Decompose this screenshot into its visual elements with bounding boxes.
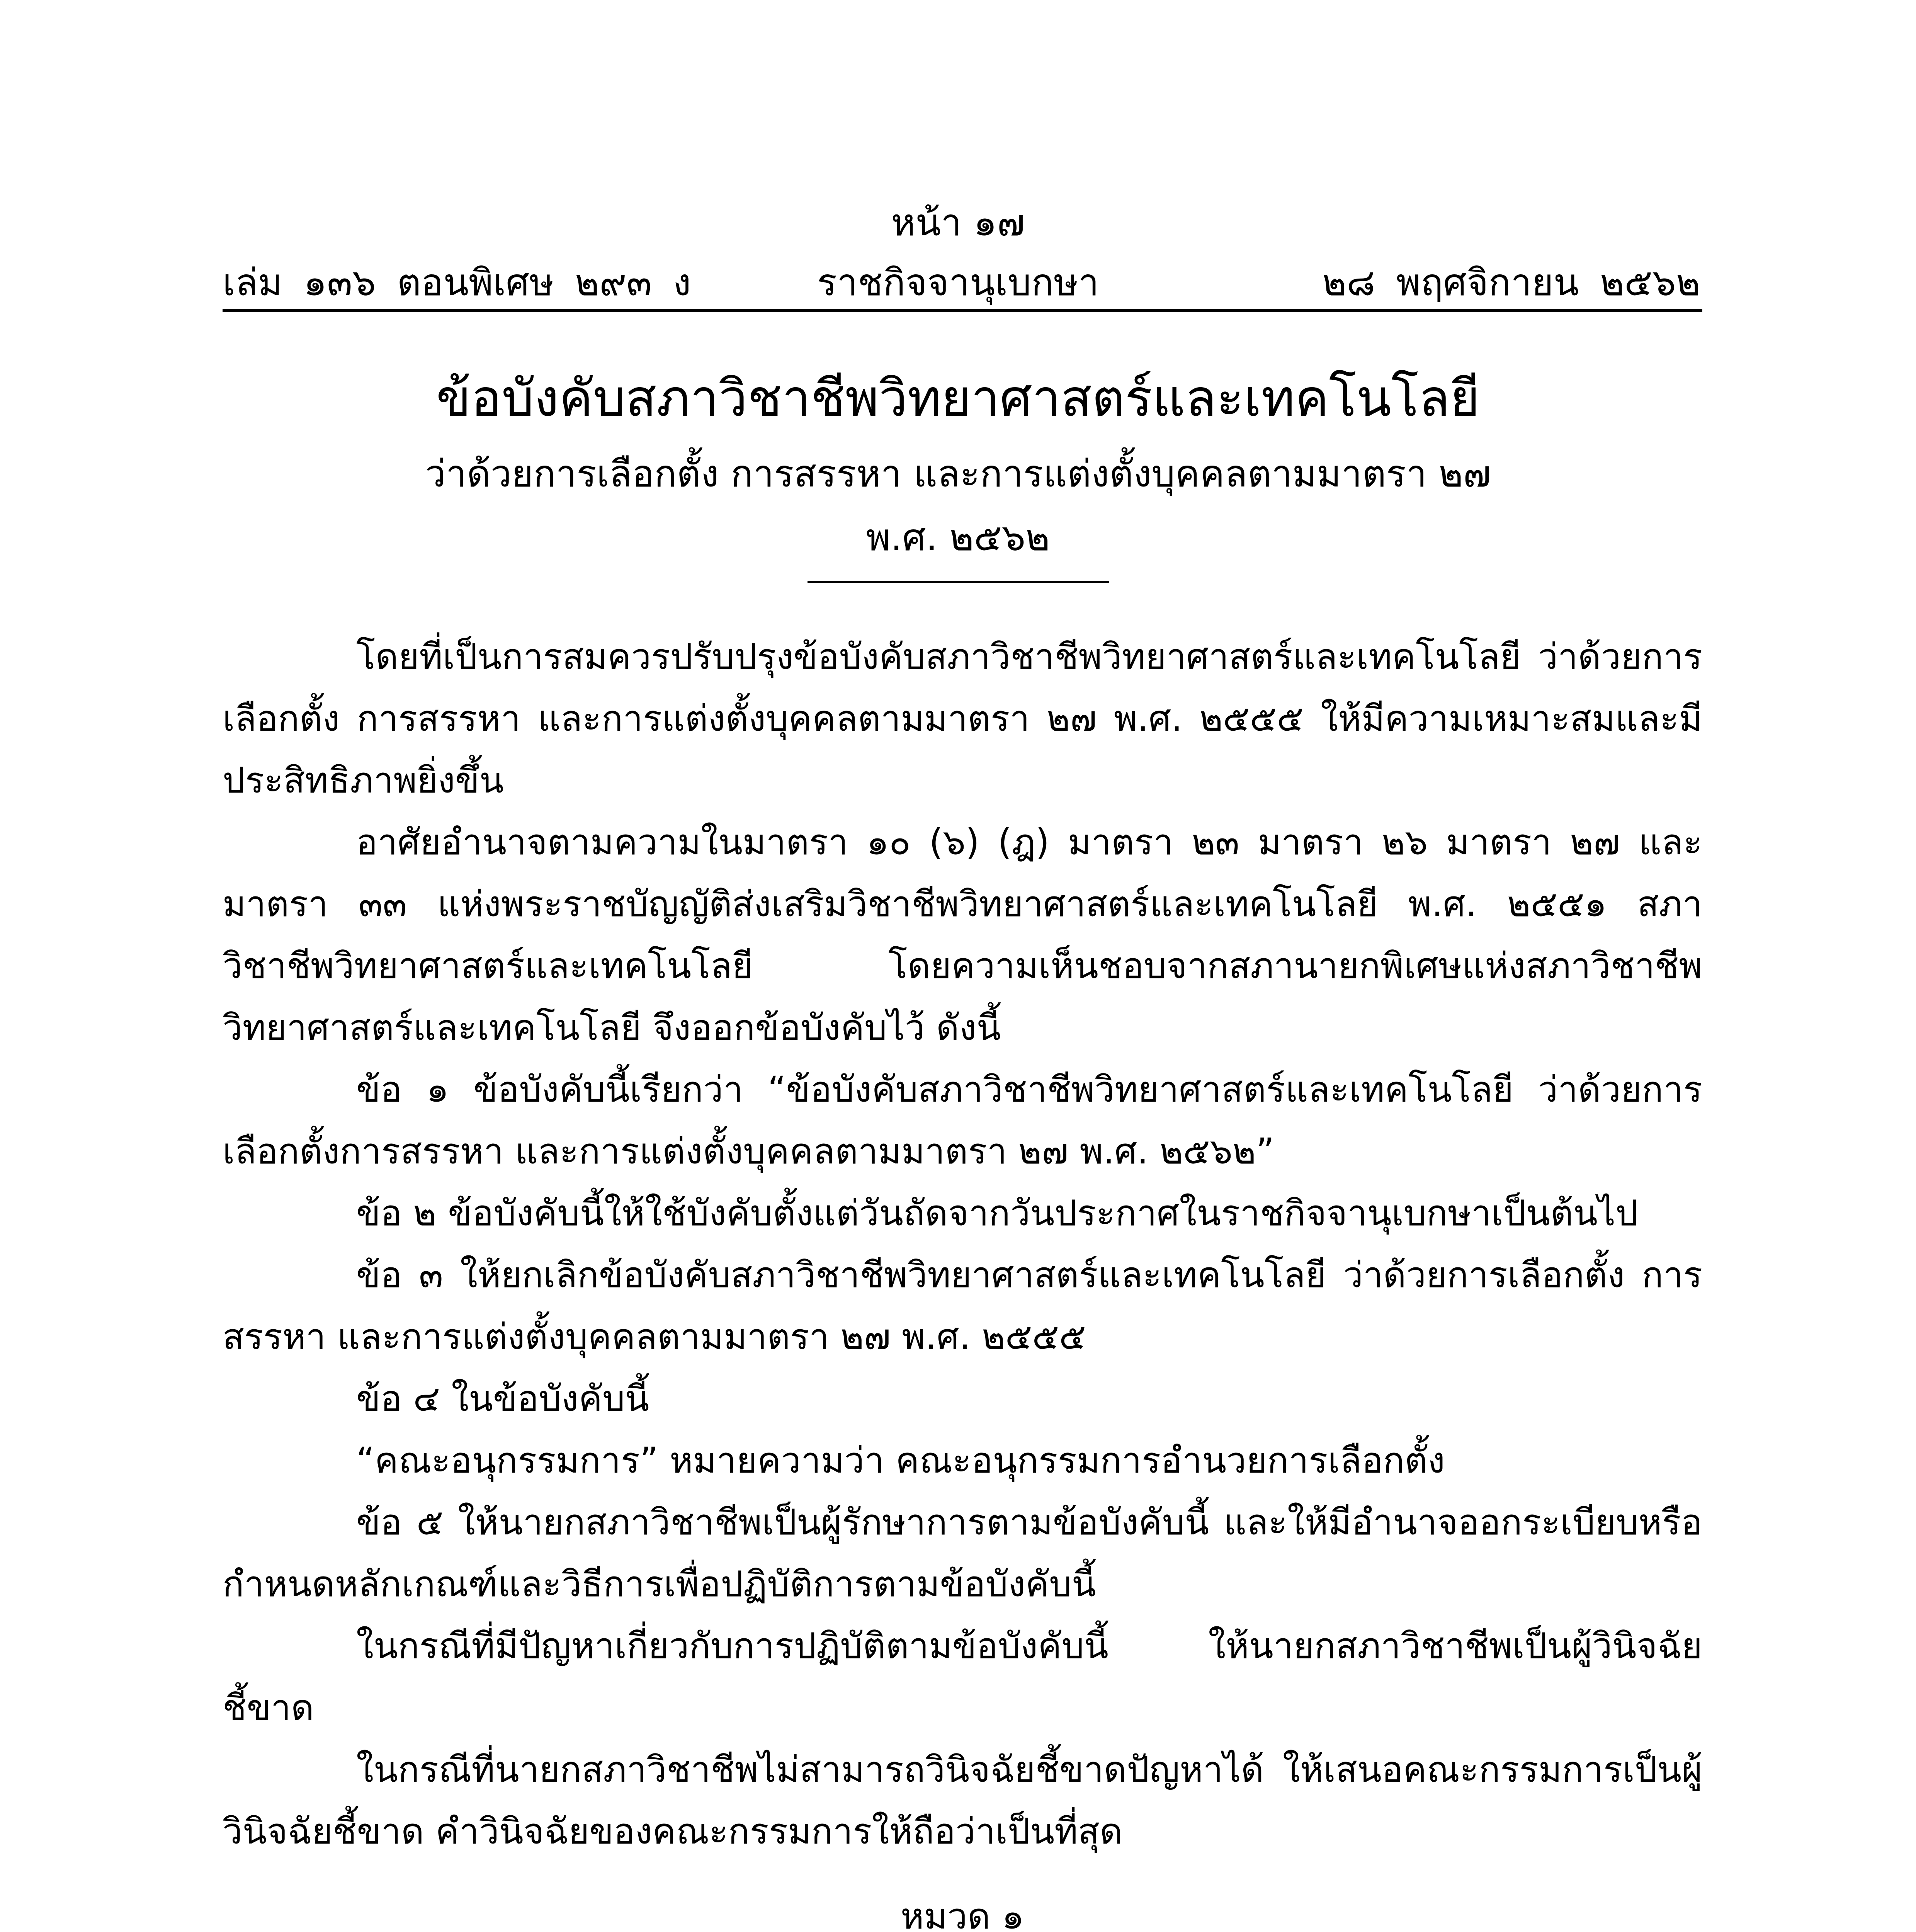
clause-5: ข้อ ๕ ให้นายกสภาวิชาชีพเป็นผู้รักษาการตามข้อบังคับนี้ และให้มีอำนาจออกระเบียบหรือกำหนดหลักเกณฑ์และวิธีการเพื่อปฏิบัติการตามข้อบังคับนี้ [223,1502,1702,1605]
preamble-paragraph: อาศัยอำนาจตามความในมาตรา ๑๐ (๖) (ฎ) มาตรา ๒๓ มาตรา ๒๖ มาตรา ๒๗ และมาตรา ๓๓ แห่งพระราชบัญญัติส่งเสริมวิชาชีพวิทยาศาสตร์และเทคโนโลยี พ.ศ. ๒๕๕๑ สภาวิชาชีพวิทยาศาสตร์และเทคโนโลยี โดยความเห็นชอบจากสภานายกพิเศษแห่งสภาวิชาชีพวิทยาศาสตร์และเทคโนโลยี จึงออกข้อบังคับไว้ ดังนี้ [223,821,1702,1048]
definition: “คณะอนุกรรมการ” หมายความว่า คณะอนุกรรมการอำนวยการเลือกตั้ง [356,1440,1445,1481]
volume-info: เล่ม ๑๓๖ ตอนพิเศษ ๒๙๓ ง [223,261,691,304]
publication-date: ๒๘ พฤศจิกายน ๒๕๖๒ [1322,261,1700,304]
clause-4: ข้อ ๔ ในข้อบังคับนี้ [356,1378,649,1419]
clause-2: ข้อ ๒ ข้อบังคับนี้ให้ใช้บังคับตั้งแต่วันถัดจากวันประกาศในราชกิจจานุเบกษาเป็นต้นไป [356,1192,1638,1234]
document-year: พ.ศ. ๒๕๖๒ [866,516,1050,559]
title-divider [808,581,1109,583]
clause-5-para-3: ในกรณีที่นายกสภาวิชาชีพไม่สามารถวินิจฉัยชี้ขาดปัญหาได้ ให้เสนอคณะกรรมการเป็นผู้วินิจฉัยชี้ขาด คำวินิจฉัยของคณะกรรมการให้ถือว่าเป็นที่สุด [223,1749,1702,1852]
clause-5-para-2: ในกรณีที่มีปัญหาเกี่ยวกับการปฏิบัติตามข้อบังคับนี้ ให้นายกสภาวิชาชีพเป็นผู้วินิจฉัยชี้ขาด [223,1625,1702,1728]
document-subtitle: ว่าด้วยการเลือกตั้ง การสรรหา และการแต่งตั้งบุคคลตามมาตรา ๒๗ [425,452,1491,495]
header-rule [223,309,1702,312]
document-body [223,626,1702,1932]
document-title: ข้อบังคับสภาวิชาชีพวิทยาศาสตร์และเทคโนโลยี [436,369,1480,428]
gazette-name: ราชกิจจานุเบกษา [817,261,1099,304]
clause-1: ข้อ ๑ ข้อบังคับนี้เรียกว่า “ข้อบังคับสภาวิชาชีพวิทยาศาสตร์และเทคโนโลยี ว่าด้วยการเลือกตั้งการสรรหา และการแต่งตั้งบุคคลตามมาตรา ๒๗ พ.ศ. ๒๕๖๒” [223,1069,1702,1172]
preamble-paragraph: โดยที่เป็นการสมควรปรับปรุงข้อบังคับสภาวิชาชีพวิทยาศาสตร์และเทคโนโลยี ว่าด้วยการเลือกตั้ง การสรรหา และการแต่งตั้งบุคคลตามมาตรา ๒๗ พ.ศ. ๒๕๕๕ ให้มีความเหมาะสมและมีประสิทธิภาพยิ่งขึ้น [223,636,1702,801]
clause-3: ข้อ ๓ ให้ยกเลิกข้อบังคับสภาวิชาชีพวิทยาศาสตร์และเทคโนโลยี ว่าด้วยการเลือกตั้ง การสรรหา และการแต่งตั้งบุคคลตามมาตรา ๒๗ พ.ศ. ๒๕๕๕ [223,1254,1702,1357]
chapter-label: หมวด ๑ [900,1896,1025,1932]
page-number: หน้า ๑๗ [891,201,1025,244]
